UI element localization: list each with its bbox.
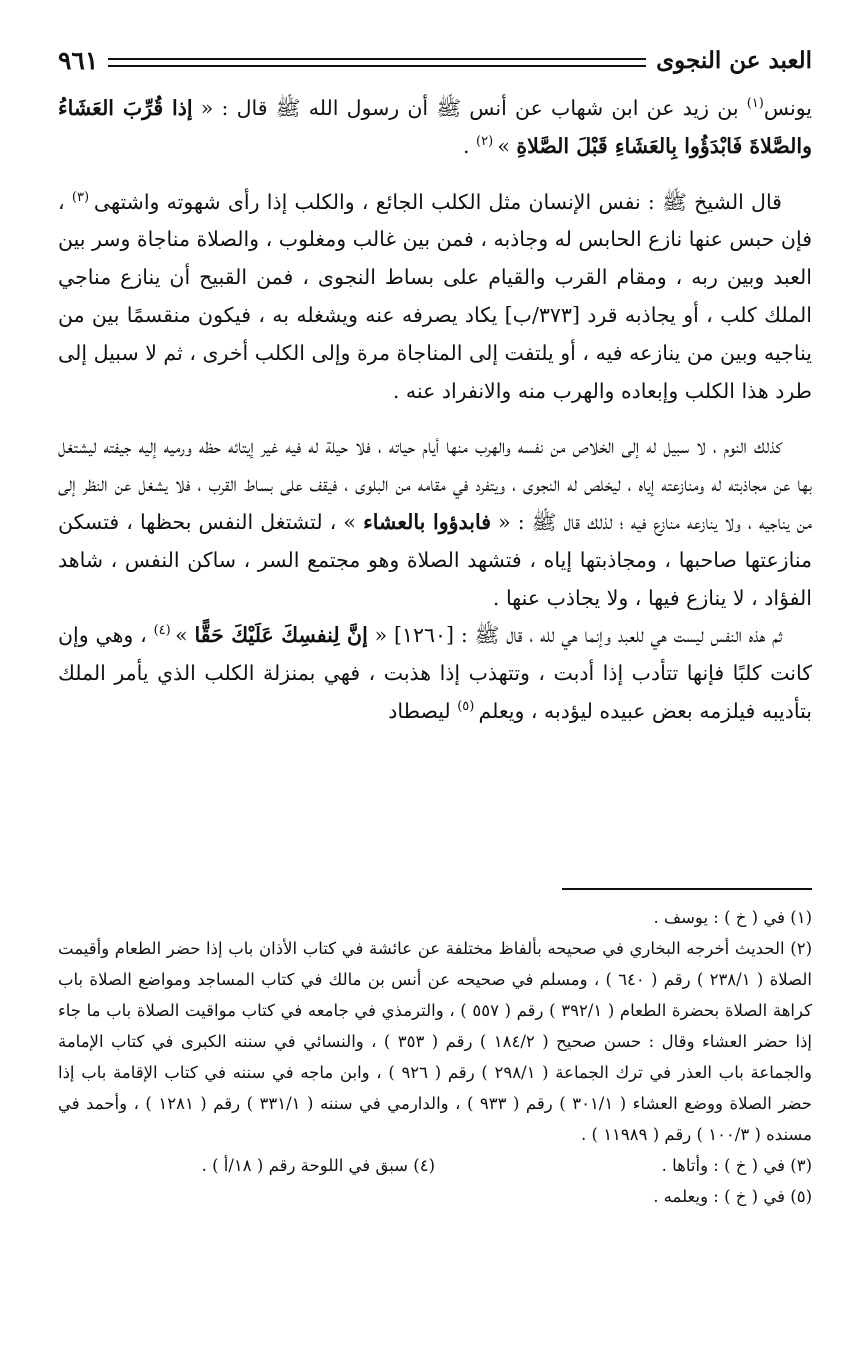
p4-text-c: ، وهي وإن كانت كلبًا فإنها تتأدب إذا أدبت ، وتتهذب إذا هذبت ، فهي بمنزلة الكلب الذي يأمر الملك بتأديبه فيلزمه بعض عبيده ليؤدبه ، ويعلم <box>58 623 812 723</box>
main-text <box>58 90 812 731</box>
running-header <box>58 40 812 80</box>
paragraph-2 <box>58 184 812 411</box>
paragraph-1 <box>58 90 812 166</box>
p4-text-a: ثم هذه النفس ليست هي للعبد وإنما هي لله ، قال ﷺ : [١٢٦٠] « <box>367 623 782 648</box>
footnote-ref-3: (٣) <box>71 189 94 205</box>
footnote-row-3-4 <box>58 1150 812 1181</box>
p4-text-b: » <box>175 623 195 648</box>
p2-text-a: قال الشيخ ﷺ : نفس الإنسان مثل الكلب الجائع ، والكلب إذا رأى شهوته واشتهى <box>93 189 782 214</box>
footnote-ref-4: (٤) <box>153 623 176 639</box>
paragraph-3 <box>58 428 812 617</box>
hadith-quote-1: إذا قُرِّبَ العَشَاءُ والصَّلاةَ فَابْدَؤُوا بِالعَشَاءِ قَبْلَ الصَّلاةِ <box>58 96 812 158</box>
footnote-ref-5: (٥) <box>457 699 479 715</box>
footnote-2: (٢) الحديث أخرجه البخاري في صحيحه بألفاظ مختلفة عن عائشة في كتاب الأذان باب إذا حضر الطعام وأقيمت الصلاة ( ٢٣٨/١ ) رقم ( ٦٤٠ ) ، ومسلم في صحيحه عن أنس بن مالك في كتاب المساجد ومواضع الصلاة باب كراهة الصلاة بحضرة الطعام ( ٣٩٢/١ ) رقم ( ٥٥٧ ) ، والترمذي في جامعه في كتاب مواقيت الصلاة باب ما جاء إذا حضر العشاء وقال : حسن صحيح ( ١٨٤/٢ ) رقم ( ٣٥٣ ) ، والنسائي في سننه الكبرى في كتاب الإمامة والجماعة باب العذر في ترك الجماعة ( ٢٩٨/١ ) رقم ( ٩٢٦ ) ، وابن ماجه في سننه في كتاب الإقامة باب إذا حضر الصلاة ووضع العشاء ( ٣٠١/١ ) رقم ( ٩٣٣ ) ، والدارمي في سننه ( ٣٣١/١ ) رقم ( ١٢٨١ ) ، وأحمد في مسنده ( ١٠٠/٣ ) رقم ( ١١٩٨٩ ) . <box>58 939 813 1144</box>
p1-text-a: يونس <box>763 96 812 120</box>
header-rule <box>108 58 646 67</box>
footnote-separator <box>562 888 812 890</box>
footnote-ref-2: (٢) <box>476 133 498 149</box>
footnote-5: (٥) في ( خ ) : ويعلمه . <box>653 1187 812 1206</box>
p2-text-b: ، فإن حبس عنها نازع الحابس له وجاذبه ، فمن بين غالب ومغلوب ، والصلاة مناجاة وسر بين العبد وبين ربه ، ومقام القرب والقيام على بساط النجوى ، فمن القبيح أن ينازع مناجي الملك كلب ، أو يجاذبه قرد [٣٧٣/ب] يكاد يصرفه عنه ويشغله به ، فيكون منقسمًا بين من يناجيه وبين من ينازعه فيه ، أو يلتفت إلى المناجاة مرة وإلى الكلب أخرى ، ثم لا سبيل إلى طرد هذا الكلب وإبعاده والهرب منه والانفراد عنه . <box>57 189 813 403</box>
p3-text-b: » ، لتشتغل النفس بحظها ، فتسكن منازعتها صاحبها ، ومجاذبتها إياه ، فتشهد الصلاة وهو مجتمع السر ، ساكن النفس ، شاهد الفؤاد ، لا ينازع فيها ، ولا يجاذب عنها . <box>58 509 812 610</box>
p1-text-c: » <box>497 133 517 158</box>
paragraph-4 <box>58 617 812 730</box>
footnote-1: (١) في ( خ ) : يوسف . <box>653 908 812 927</box>
footnote-ref-1: (١) <box>746 96 764 112</box>
page-number: ٩٦١ <box>58 45 99 75</box>
p1-text-b: بن زيد عن ابن شهاب عن أنس ﷺ أن رسول الله ﷺ قال : « <box>192 96 747 120</box>
footnote-3: (٣) في ( خ ) : وأتاها . <box>661 1156 812 1175</box>
running-header-title: العبد عن النجوى <box>656 46 812 74</box>
p4-text-d: ليصطاد <box>388 698 458 723</box>
footnote-4: (٤) سبق في اللوحة رقم ( ١٨/أ ) . <box>201 1156 435 1175</box>
p1-text-d: . <box>463 133 477 158</box>
p3-text-a: كذلك النوم ، لا سبيل له إلى الخلاص من نفسه والهرب منها أيام حياته ، فلا حيلة له فيه غير إيتائه حظه ورميه إليه جيفته ليشتغل بها عن مجاذبته له ومنازعته إياه ، ليخلص له النجوى ، ويتفرد في مقامه من البلوى ، فيقف على بساط القرب ، فلا يشغل عن النظر إلى من يناجيه ، ولا ينازعه منازع فيه ؛ لذلك قال ﷺ : « <box>58 434 813 534</box>
hadith-quote-3: إنَّ لِنفسِكَ عَلَيْكَ حَقًّا <box>194 623 368 648</box>
footnotes <box>58 902 812 1212</box>
hadith-quote-2: فابدؤوا بالعشاء <box>363 509 492 534</box>
